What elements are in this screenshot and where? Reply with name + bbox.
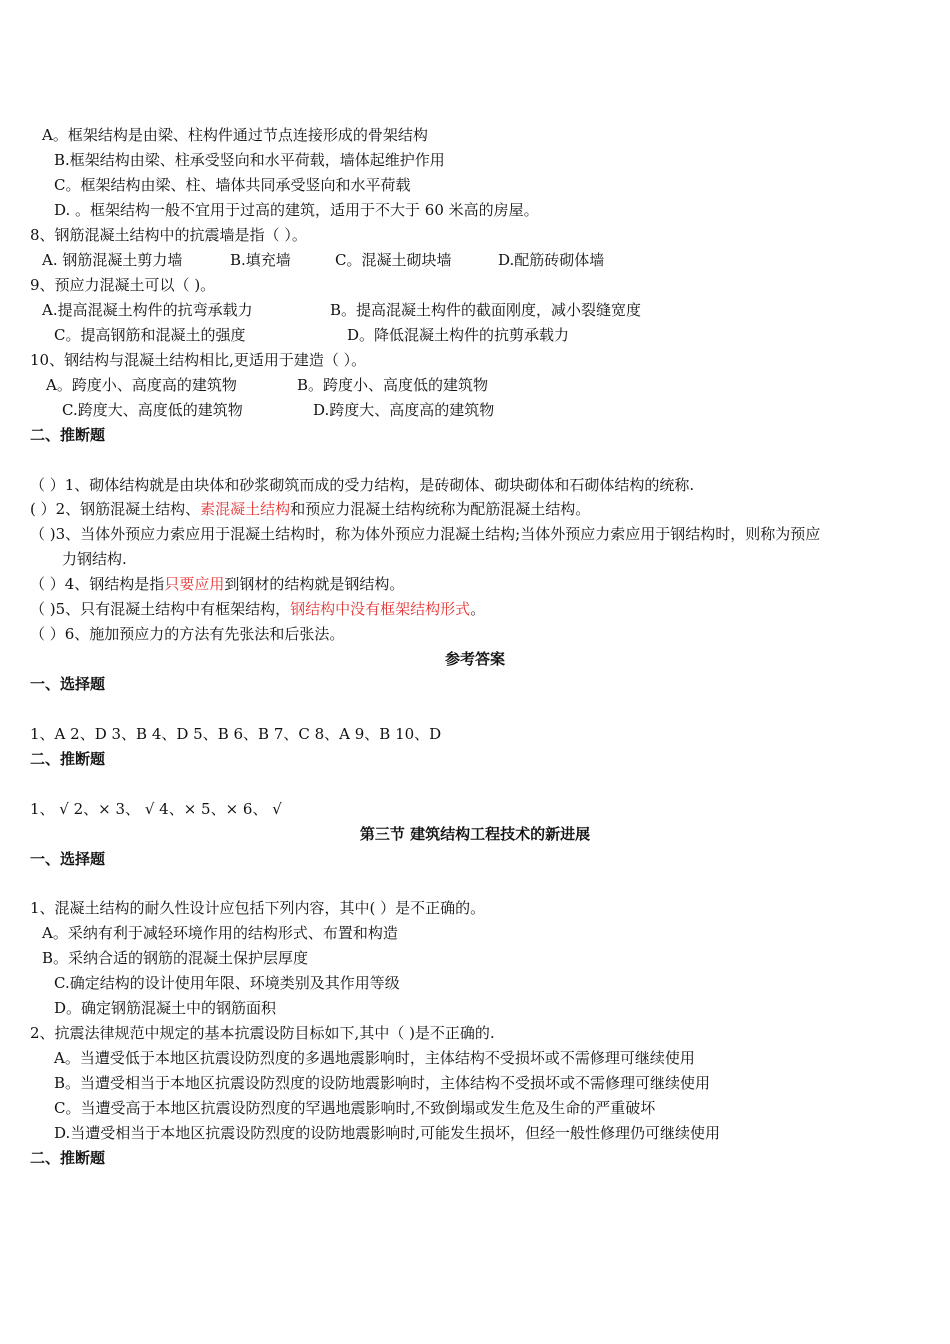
judge-item-4-text-pre: （ ）4、钢结构是指 [30,575,165,593]
s3q1-option-a: A。采纳有利于减轻环境作用的结构形式、布置和构造 [42,924,398,942]
section3-judge-heading: 二、推断题 [30,1149,106,1167]
judge-item-3-line2: 力钢结构. [62,550,127,568]
section3-choice-heading: 一、选择题 [30,850,106,868]
q9-option-b: B。提高混凝土构件的截面刚度，减小裂缝宽度 [330,301,642,319]
s3q2-option-a: A。当遭受低于本地区抗震设防烈度的多遇地震影响时，主体结构不受损坏或不需修理可继续使用 [54,1049,695,1067]
q10-option-b: B。跨度小、高度低的建筑物 [297,376,489,394]
judge-item-5-highlight: 钢结构中没有框架结构形式 [290,600,471,618]
s3q1-option-c: C.确定结构的设计使用年限、环境类别及其作用等级 [54,974,400,992]
q8-option-c: C。混凝土砌块墙 [335,251,452,269]
section-heading-judge: 二、推断题 [30,426,106,444]
q7-option-c: C。框架结构由梁、柱、墙体共同承受竖向和水平荷载 [54,176,411,194]
section3-title: 第三节 建筑结构工程技术的新进展 [359,825,591,843]
s3q2-option-b: B。当遭受相当于本地区抗震设防烈度的设防地震影响时，主体结构不受损坏或不需修理可继续使用 [54,1074,711,1092]
q7-option-d: D. 。框架结构一般不宜用于过高的建筑，适用于不大于 60 米高的房屋。 [54,201,539,219]
judge-item-2-text-post: 和预应力混凝土结构统称为配筋混凝土结构。 [290,500,591,518]
q8-stem: 8、钢筋混凝土结构中的抗震墙是指（ ）。 [30,226,307,244]
q7-option-b: B.框架结构由梁、柱承受竖向和水平荷载，墙体起维护作用 [54,151,445,169]
q10-option-c: C.跨度大、高度低的建筑物 [62,401,243,419]
judge-item-4-highlight: 只要应用 [164,575,225,593]
judge-item-5-text-pre: （ )5、只有混凝土结构中有框架结构， [30,600,291,618]
judge-item-4-text-post: 到钢材的结构就是钢结构。 [224,575,405,593]
s3q2-option-d: D.当遭受相当于本地区抗震设防烈度的设防地震影响时,可能发生损坏，但经一般性修理仍可继续使用 [54,1124,721,1142]
judge-item-2 [30,497,590,522]
s3q1-option-b: B。采纳合适的钢筋的混凝土保护层厚度 [42,949,309,967]
judge-item-1: （ ）1、砌体结构就是由块体和砂浆砌筑而成的受力结构，是砖砌体、砌块砌体和石砌体结构的统称. [30,476,695,494]
q7-option-a: A。框架结构是由梁、柱构件通过节点连接形成的骨架结构 [42,126,428,144]
s3q1-stem: 1、混凝土结构的耐久性设计应包括下列内容，其中( ）是不正确的。 [30,899,486,917]
judge-item-2-highlight: 素混凝土结构 [200,500,291,518]
q10-option-a: A。跨度小、高度高的建筑物 [46,376,237,394]
answers-judge-list: 1、 √ 2、× 3、 √ 4、× 5、× 6、 √ [30,800,282,818]
judge-item-2-text-pre: ( ）2、钢筋混凝土结构、 [30,500,201,518]
q10-option-d: D.跨度大、高度高的建筑物 [313,401,495,419]
q8-option-a: A. 钢筋混凝土剪力墙 [42,251,183,269]
q9-stem: 9、预应力混凝土可以（ )。 [30,276,216,294]
q9-option-a: A.提高混凝土构件的抗弯承载力 [42,301,253,319]
judge-item-3-line1: （ )3、当体外预应力索应用于混凝土结构时，称为体外预应力混凝土结构;当体外预应力索应用于钢结构时，则称为预应 [30,525,821,543]
judge-item-6: （ ）6、施加预应力的方法有先张法和后张法。 [30,625,345,643]
s3q1-option-d: D。确定钢筋混凝土中的钢筋面积 [54,999,277,1017]
q9-option-c: C。提高钢筋和混凝土的强度 [54,326,246,344]
answers-choice-heading: 一、选择题 [30,675,106,693]
s3q2-stem: 2、抗震法律规范中规定的基本抗震设防目标如下,其中（ )是不正确的. [30,1024,495,1042]
answers-judge-heading: 二、推断题 [30,750,106,768]
judge-item-4 [30,572,404,597]
q8-option-b: B.填充墙 [230,251,291,269]
answers-title: 参考答案 [444,650,505,668]
q8-option-d: D.配筋砖砌体墙 [498,251,605,269]
s3q2-option-c: C。当遭受高于本地区抗震设防烈度的罕遇地震影响时,不致倒塌或发生危及生命的严重破坏 [54,1099,656,1117]
q10-stem: 10、钢结构与混凝土结构相比,更适用于建造（ ）。 [30,351,367,369]
answers-choice-list: 1、A 2、D 3、B 4、D 5、B 6、B 7、C 8、A 9、B 10、D [30,725,442,743]
judge-item-5-text-post: 。 [470,600,486,618]
judge-item-5 [30,597,485,622]
q9-option-d: D。降低混凝土构件的抗剪承载力 [347,326,570,344]
